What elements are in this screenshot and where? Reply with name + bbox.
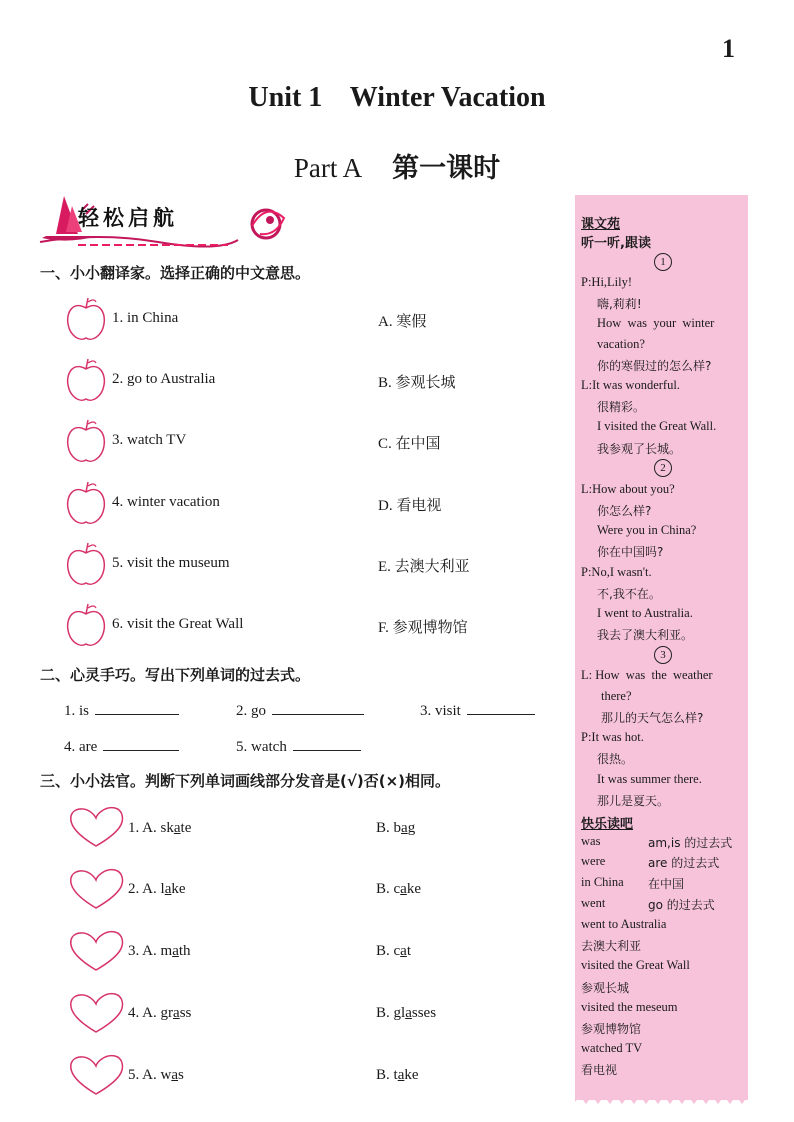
vocab-en: went xyxy=(581,896,606,910)
vocab-line: 参观长城 xyxy=(581,981,630,995)
s1-item-left: 5. visit the museum xyxy=(112,555,230,571)
s2-item: 1. is xyxy=(64,700,179,720)
dialog-line: P:Hi,Lily! xyxy=(581,275,633,289)
s1-item-left: 3. watch TV xyxy=(112,432,187,448)
heart-icon[interactable] xyxy=(67,928,125,974)
sidebar-heading-reading: 快乐读吧 xyxy=(581,817,634,832)
vocab-line: visited the Great Wall xyxy=(581,958,690,972)
sidebar-heading-text: 课文苑 xyxy=(581,217,621,232)
part-label: Part A xyxy=(293,153,363,183)
s1-item-left: 2. go to Australia xyxy=(112,371,216,387)
s3-item-b: B. cake xyxy=(376,881,422,897)
dialog-line: 我去了澳大利亚。 xyxy=(597,628,694,642)
vocab-cn: are 的过去式 xyxy=(648,856,720,870)
section3-heading: 三、小小法官。判断下列单词画线部分发音是(√)否(×)相同。 xyxy=(40,772,450,790)
s1-item-right: F. 参观博物馆 xyxy=(378,620,468,636)
unit-title: Unit 1 Winter Vacation xyxy=(248,82,546,113)
vocab-line: went to Australia xyxy=(581,917,667,931)
apple-icon xyxy=(64,357,108,403)
dialog-line: It was summer there. xyxy=(597,772,702,786)
heart-icon[interactable] xyxy=(67,1052,125,1098)
section1-heading: 一、小小翻译家。选择正确的中文意思。 xyxy=(40,264,311,282)
s2-item: 2. go xyxy=(236,700,364,720)
dialog-line: L: How was the weather xyxy=(581,668,713,682)
apple-icon xyxy=(64,602,108,648)
sidebar-subheading: 听一听,跟读 xyxy=(581,236,651,251)
s3-item-b: B. cat xyxy=(376,943,412,959)
s1-item-left: 1. in China xyxy=(112,310,179,326)
dialog-number-1: 1 xyxy=(654,253,672,271)
s1-item-right: B. 参观长城 xyxy=(378,375,456,391)
s3-item-a: 3. A. math xyxy=(128,943,191,959)
dialog-line: 我参观了长城。 xyxy=(597,442,682,456)
apple-icon xyxy=(64,480,108,526)
dialog-number-3: 3 xyxy=(654,646,672,664)
dialog-line: there? xyxy=(601,689,632,703)
s1-item-left: 4. winter vacation xyxy=(112,494,220,510)
dialog-line: P:No,I wasn't. xyxy=(581,565,652,579)
s1-item-right: A. 寒假 xyxy=(378,314,427,330)
dialog-line: 那儿是夏天。 xyxy=(597,794,670,808)
part-title xyxy=(0,146,794,185)
dialog-line: 不,我不在。 xyxy=(597,587,661,601)
dialog-number-2: 2 xyxy=(654,459,672,477)
s3-item-a: 2. A. lake xyxy=(128,881,186,897)
dialog-line: 嗨,莉莉! xyxy=(597,297,642,311)
s3-item-a: 5. A. was xyxy=(128,1067,184,1083)
apple-icon xyxy=(64,541,108,587)
vocab-en: in China xyxy=(581,875,624,889)
lesson-label: 第一课时 xyxy=(392,153,501,184)
vocab-line: visited the meseum xyxy=(581,1000,678,1014)
dialog-line: 你的寒假过的怎么样? xyxy=(597,359,712,373)
vocab-cn: 在中国 xyxy=(648,877,685,891)
heart-icon[interactable] xyxy=(67,866,125,912)
banner-title: 轻松启航 xyxy=(78,206,178,230)
s2-item: 3. visit xyxy=(420,700,535,720)
dialog-line: 你在中国吗? xyxy=(597,545,664,559)
dialog-line: 那儿的天气怎么样? xyxy=(601,711,704,725)
heart-icon[interactable] xyxy=(67,804,125,850)
s1-item-right: C. 在中国 xyxy=(378,436,441,452)
dialog-line: vacation? xyxy=(597,337,645,351)
dialog-line: 很热。 xyxy=(597,752,634,766)
answer-blank[interactable] xyxy=(103,736,179,751)
section2-heading: 二、心灵手巧。写出下列单词的过去式。 xyxy=(40,666,311,684)
vocab-en: were xyxy=(581,854,606,868)
answer-blank[interactable] xyxy=(272,700,364,715)
dialog-line: How was your winter xyxy=(597,316,715,330)
s3-item-b: B. glasses xyxy=(376,1005,437,1021)
page-number: 1 xyxy=(722,34,735,63)
apple-icon xyxy=(64,296,108,342)
vocab-line: watched TV xyxy=(581,1041,643,1055)
s3-item-a: 4. A. grass xyxy=(128,1005,192,1021)
s3-item-b: B. bag xyxy=(376,820,416,836)
answer-blank[interactable] xyxy=(95,700,179,715)
s1-item-right: E. 去澳大利亚 xyxy=(378,559,470,575)
dialog-line: L:How about you? xyxy=(581,482,675,496)
s1-item-right: D. 看电视 xyxy=(378,498,442,514)
apple-icon xyxy=(64,418,108,464)
vocab-line: 看电视 xyxy=(581,1063,618,1077)
dialog-line: P:It was hot. xyxy=(581,730,644,744)
vocab-cn: am,is 的过去式 xyxy=(648,836,733,850)
s1-item-left: 6. visit the Great Wall xyxy=(112,616,244,632)
dialog-line: 很精彩。 xyxy=(597,400,646,414)
dialog-line: Were you in China? xyxy=(597,523,697,537)
sidebar-zigzag-edge xyxy=(575,1092,748,1104)
s2-item: 4. are xyxy=(64,736,179,756)
s3-item-a: 1. A. skate xyxy=(128,820,192,836)
vocab-cn: go 的过去式 xyxy=(648,898,715,912)
answer-blank[interactable] xyxy=(467,700,535,715)
answer-blank[interactable] xyxy=(293,736,361,751)
heart-icon[interactable] xyxy=(67,990,125,1036)
dialog-line: I went to Australia. xyxy=(597,606,693,620)
dialog-line: 你怎么样? xyxy=(597,504,652,518)
dialog-line: I visited the Great Wall. xyxy=(597,419,717,433)
dialog-line: L:It was wonderful. xyxy=(581,378,680,392)
s2-item: 5. watch xyxy=(236,736,361,756)
vocab-en: was xyxy=(581,834,601,848)
vocab-line: 去澳大利亚 xyxy=(581,939,642,953)
s3-item-b: B. take xyxy=(376,1067,419,1083)
vocab-line: 参观博物馆 xyxy=(581,1022,642,1036)
